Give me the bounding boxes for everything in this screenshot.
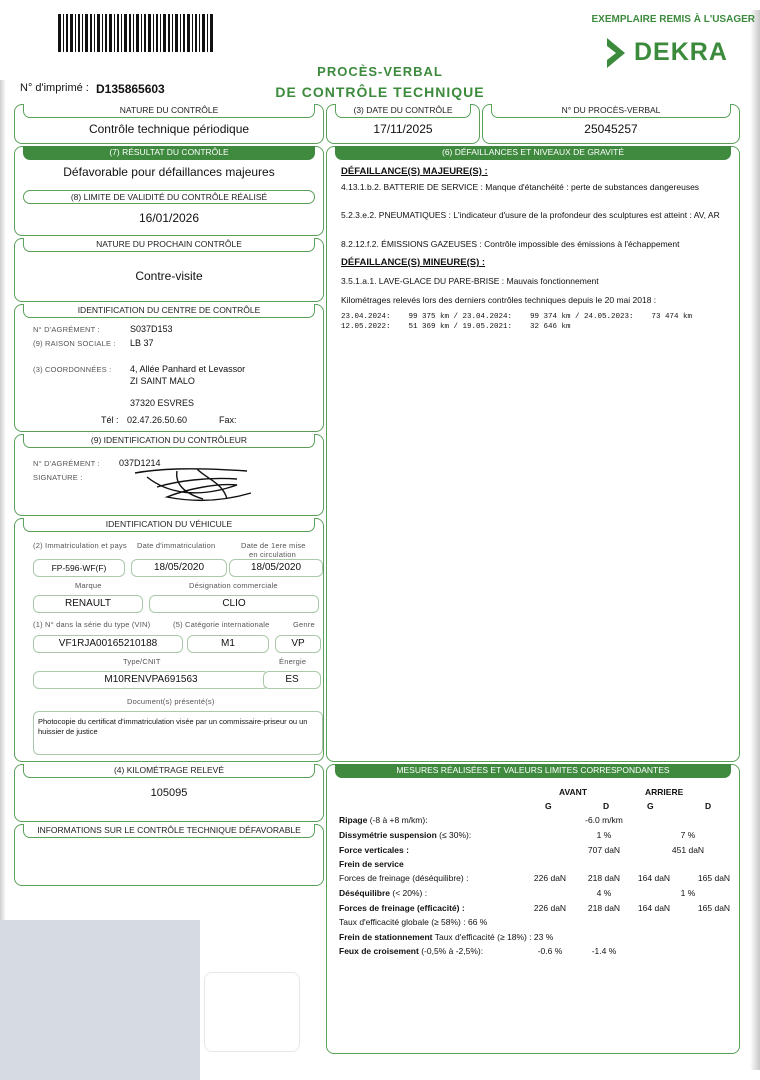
measure-value: 7 % (680, 830, 696, 840)
type-value: M10RENVPA691563 (33, 671, 269, 689)
centre-raison: LB 37 (130, 338, 154, 348)
nature-controle-value: Contrôle technique périodique (88, 122, 250, 136)
measure-value: -6.0 m/km (585, 815, 623, 825)
pv-number-value: 25045257 (584, 122, 638, 136)
prochain-section (14, 238, 324, 302)
nature-controle-section (14, 104, 324, 144)
km-history-line: 12.05.2022: 51 369 km / 19.05.2021: 32 646 km (341, 323, 571, 331)
date-circ-value: 18/05/2020 (229, 559, 323, 577)
validite-label: (8) LIMITE DE VALIDITÉ DU CONTRÔLE RÉALISÉ (23, 190, 315, 204)
measure-label: Ripage (-8 à +8 m/km): (339, 815, 428, 825)
scan-edge-left (0, 80, 6, 940)
defaillances-label: (6) DÉFAILLANCES ET NIVEAUX DE GRAVITÉ (335, 146, 731, 160)
measure-value: 1 % (596, 830, 612, 840)
kilometrage-section (14, 764, 324, 822)
controleur-signature-label: SIGNATURE : (33, 473, 83, 482)
docs-value: Photocopie du certificat d'immatriculation visée par un commissaire-priseur ou un huissier de justice (33, 711, 323, 755)
measure-value: 451 daN (671, 845, 705, 855)
measure-value: 165 daN (697, 873, 731, 883)
infos-section (14, 824, 324, 886)
date-controle-section (326, 104, 480, 144)
measure-label: Forces de freinage (efficacité) : (339, 903, 465, 913)
col-g-arriere: G (647, 801, 654, 811)
infos-label: INFORMATIONS SUR LE CONTRÔLE TECHNIQUE DÉFAVORABLE (23, 824, 315, 838)
print-number: D135865603 (96, 82, 165, 96)
prochain-label: NATURE DU PROCHAIN CONTRÔLE (23, 238, 315, 252)
avant-header: AVANT (559, 787, 588, 797)
nature-controle-label: NATURE DU CONTRÔLE (23, 104, 315, 118)
measure-value: 218 daN (587, 873, 621, 883)
measure-label: Feux de croisement (-0,5% à -2,5%): (339, 946, 484, 956)
measure-value: 218 daN (587, 903, 621, 913)
pv-number-label: N° DU PROCÈS-VERBAL (491, 104, 731, 118)
centre-address1: 4, Allée Panhard et Levassor (130, 364, 246, 374)
km-history-title: Kilométrages relevés lors des derniers contrôles techniques depuis le 20 mai 2018 : (341, 295, 657, 305)
measure-label: Frein de service (339, 859, 404, 869)
genre-label: Genre (293, 620, 315, 629)
measure-label: Déséquilibre (< 20%) : (339, 888, 428, 898)
col-g-avant: G (545, 801, 552, 811)
date-controle-label: (3) DATE DU CONTRÔLE (335, 104, 471, 118)
km-history-line: 23.04.2024: 99 375 km / 23.04.2024: 99 374 km / 24.05.2023: 73 474 km (341, 313, 693, 321)
date-controle-value: 17/11/2025 (373, 122, 433, 136)
centre-section (14, 304, 324, 432)
controleur-section (14, 434, 324, 516)
designation-value: CLIO (149, 595, 319, 613)
validite-value: 16/01/2026 (138, 211, 200, 225)
vehicule-section (14, 518, 324, 762)
signature-icon (127, 463, 267, 507)
energie-label: Énergie (279, 657, 307, 666)
majeure-item: 8.2.12.f.2. ÉMISSIONS GAZEUSES : Contrôle impossible des émissions à l'échappement (341, 239, 680, 249)
vin-value: VF1RJA00165210188 (33, 635, 183, 653)
measure-value: 707 daN (587, 845, 621, 855)
kilometrage-value: 105095 (150, 787, 188, 799)
mesures-section (326, 764, 740, 1054)
centre-tel: 02.47.26.50.60 (127, 415, 188, 425)
categorie-value: M1 (187, 635, 269, 653)
arriere-header: ARRIERE (645, 787, 684, 797)
majeures-title: DÉFAILLANCE(S) MAJEURE(S) : (341, 166, 488, 177)
defaillances-section (326, 146, 740, 762)
majeure-item: 4.13.1.b.2. BATTERIE DE SERVICE : Manque d'étanchéité : perte de substances dangereuses (341, 182, 700, 192)
immat-label: (2) Immatriculation et pays (33, 541, 127, 550)
page-title-line1: PROCÈS-VERBAL (317, 64, 443, 79)
col-d-arriere: D (705, 801, 712, 811)
energie-value: ES (263, 671, 321, 689)
measure-value: 226 daN (533, 873, 567, 883)
vehicule-label: IDENTIFICATION DU VÉHICULE (23, 518, 315, 532)
mineure-item: 3.5.1.a.1. LAVE-GLACE DU PARE-BRISE : Mauvais fonctionnement (341, 276, 599, 286)
measure-value: 164 daN (637, 903, 671, 913)
marque-value: RENAULT (33, 595, 143, 613)
measure-value: 165 daN (697, 903, 731, 913)
measure-label: Dissymétrie suspension (≤ 30%): (339, 830, 472, 840)
docs-label: Document(s) présenté(s) (127, 697, 215, 706)
centre-coord-label: (3) COORDONNÉES : (33, 365, 112, 374)
centre-agrement: S037D153 (130, 324, 173, 334)
controleur-label: (9) IDENTIFICATION DU CONTRÔLEUR (23, 434, 315, 448)
pv-number-section (482, 104, 740, 144)
centre-raison-label: (9) RAISON SOCIALE : (33, 339, 116, 348)
genre-value: VP (275, 635, 321, 653)
measure-value: 226 daN (533, 903, 567, 913)
barcode-icon (58, 14, 213, 52)
date-immat-value: 18/05/2020 (131, 559, 227, 577)
controleur-agrement-label: N° D'AGRÉMENT : (33, 459, 100, 468)
marque-label: Marque (75, 581, 102, 590)
centre-fax-label: Fax: (219, 415, 237, 425)
measure-label: Forces de freinage (déséquilibre) : (339, 873, 469, 883)
vin-label: (1) N° dans la série du type (VIN) (33, 620, 151, 629)
date-circ-label2: en circulation (249, 550, 296, 559)
majeure-item: 5.2.3.e.2. PNEUMATIQUES : L'indicateur d'usure de la profondeur des sculptures est atteint : AV, AR (341, 210, 720, 220)
measure-label: Taux d'efficacité globale (≥ 58%) : 66 % (339, 917, 488, 927)
centre-tel-label: Tél : (101, 415, 119, 425)
measure-value: -1.4 % (591, 946, 617, 956)
mesures-label: MESURES RÉALISÉES ET VALEURS LIMITES CORRESPONDANTES (335, 764, 731, 778)
prochain-value: Contre-visite (135, 269, 203, 283)
centre-address3: 37320 ESVRES (130, 398, 195, 408)
type-label: Type/CNIT (123, 657, 161, 666)
faint-rectangle (204, 972, 300, 1052)
measure-value: -0.6 % (537, 946, 563, 956)
scan-edge-right (750, 10, 760, 1070)
scan-shadow-bottom-left (0, 920, 200, 1080)
immat-value: FP-596-WF(F) (33, 559, 125, 577)
designation-label: Désignation commerciale (189, 581, 278, 590)
measure-label: Frein de stationnement Taux d'efficacité (≥ 18%) : 23 % (339, 932, 554, 942)
dekra-logo-icon (605, 36, 629, 70)
measure-value: 1 % (680, 888, 696, 898)
centre-agrement-label: N° D'AGRÉMENT : (33, 325, 100, 334)
centre-label: IDENTIFICATION DU CENTRE DE CONTRÔLE (23, 304, 315, 318)
col-d-avant: D (603, 801, 610, 811)
dekra-logo-text: DEKRA (634, 38, 728, 66)
categorie-label: (5) Catégorie internationale (173, 620, 270, 629)
kilometrage-label: (4) KILOMÉTRAGE RELEVÉ (23, 764, 315, 778)
measure-value: 164 daN (637, 873, 671, 883)
resultat-label: (7) RÉSULTAT DU CONTRÔLE (23, 146, 315, 160)
print-number-label: N° d'imprimé : (20, 82, 89, 94)
controleur-agrement: 037D1214 (119, 458, 161, 468)
date-circ-label1: Date de 1ere mise (241, 541, 306, 550)
copy-notice: EXEMPLAIRE REMIS À L'USAGER (591, 14, 755, 25)
resultat-section (14, 146, 324, 236)
centre-address2: ZI SAINT MALO (130, 376, 195, 386)
measure-label: Force verticales : (339, 845, 409, 855)
date-immat-label: Date d'immatriculation (137, 541, 216, 550)
measure-value: 4 % (596, 888, 612, 898)
resultat-value: Défavorable pour défaillances majeures (63, 165, 275, 179)
mineures-title: DÉFAILLANCE(S) MINEURE(S) : (341, 257, 486, 268)
page-title-line2: DE CONTRÔLE TECHNIQUE (275, 84, 485, 100)
